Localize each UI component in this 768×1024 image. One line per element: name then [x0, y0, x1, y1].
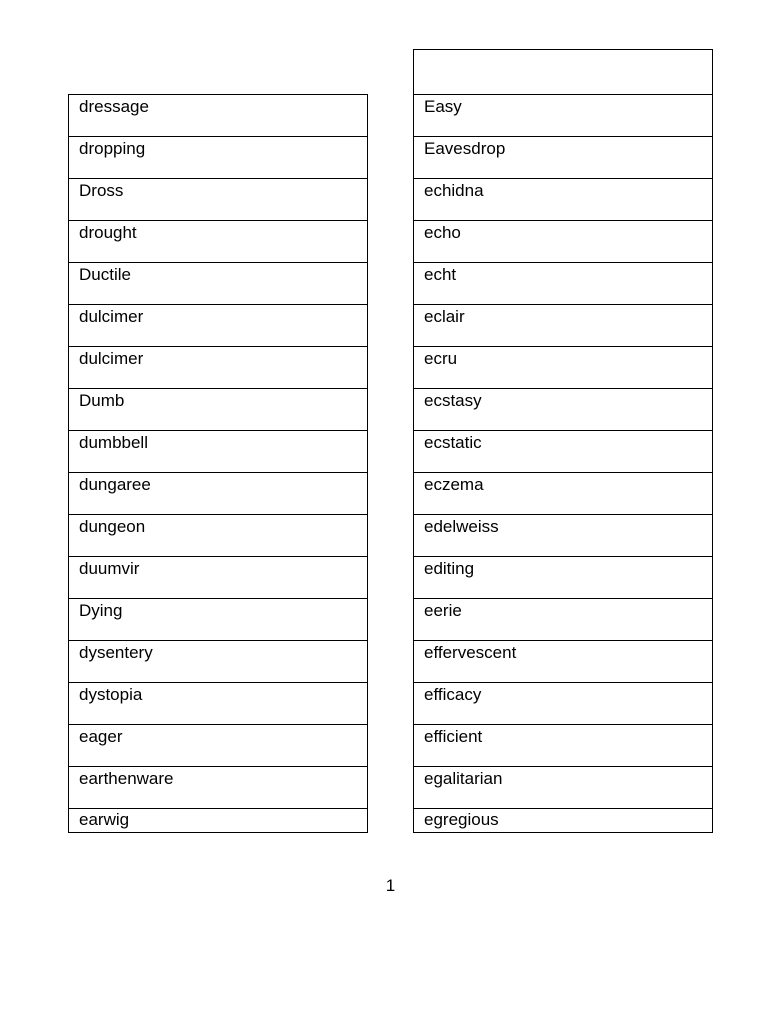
table-row [69, 221, 368, 263]
table-row [414, 641, 713, 683]
word-cell: Easy [414, 95, 713, 137]
word-cell: dressage [69, 95, 368, 137]
table-row [414, 809, 713, 833]
word-cell: editing [414, 557, 713, 599]
table-row [414, 557, 713, 599]
left-word-table [68, 94, 368, 833]
table-row [69, 641, 368, 683]
word-cell: ecstasy [414, 389, 713, 431]
word-cell: dulcimer [69, 305, 368, 347]
left-word-table-body [69, 95, 368, 833]
word-cell: egregious [414, 809, 713, 833]
word-cell: eczema [414, 473, 713, 515]
word-cell: dungaree [69, 473, 368, 515]
word-cell: duumvir [69, 557, 368, 599]
right-word-table [413, 49, 713, 833]
word-cell: echo [414, 221, 713, 263]
table-row [414, 683, 713, 725]
word-cell: eclair [414, 305, 713, 347]
word-cell: echidna [414, 179, 713, 221]
table-row [69, 431, 368, 473]
word-cell: dysentery [69, 641, 368, 683]
table-row [69, 473, 368, 515]
right-word-table-body [414, 50, 713, 833]
table-row [414, 473, 713, 515]
word-cell: ecstatic [414, 431, 713, 473]
table-row [414, 263, 713, 305]
word-cell: Dumb [69, 389, 368, 431]
table-row [69, 179, 368, 221]
table-row [69, 389, 368, 431]
word-cell: ecru [414, 347, 713, 389]
empty-header-cell [414, 50, 713, 95]
table-row [69, 305, 368, 347]
table-row [414, 767, 713, 809]
table-row [69, 263, 368, 305]
table-row [69, 137, 368, 179]
table-row [69, 347, 368, 389]
table-header-row [414, 50, 713, 95]
word-cell: dystopia [69, 683, 368, 725]
word-cell: effervescent [414, 641, 713, 683]
table-row [69, 809, 368, 833]
word-cell: drought [69, 221, 368, 263]
word-cell: dumbbell [69, 431, 368, 473]
table-row [69, 599, 368, 641]
table-row [414, 431, 713, 473]
word-cell: efficacy [414, 683, 713, 725]
table-row [414, 347, 713, 389]
word-cell: edelweiss [414, 515, 713, 557]
word-cell: dulcimer [69, 347, 368, 389]
page-number: 1 [385, 876, 396, 895]
table-row [414, 137, 713, 179]
word-cell: Ductile [69, 263, 368, 305]
word-cell: eerie [414, 599, 713, 641]
table-row [414, 305, 713, 347]
table-row [414, 179, 713, 221]
table-row [414, 725, 713, 767]
word-cell: earthenware [69, 767, 368, 809]
word-cell: Eavesdrop [414, 137, 713, 179]
table-row [414, 389, 713, 431]
table-row [69, 557, 368, 599]
table-row [69, 515, 368, 557]
word-cell: Dying [69, 599, 368, 641]
table-row [69, 725, 368, 767]
table-row [414, 515, 713, 557]
word-cell: earwig [69, 809, 368, 833]
word-cell: echt [414, 263, 713, 305]
word-cell: dropping [69, 137, 368, 179]
word-cell: egalitarian [414, 767, 713, 809]
table-row [414, 221, 713, 263]
table-row [414, 95, 713, 137]
word-cell: dungeon [69, 515, 368, 557]
word-cell: eager [69, 725, 368, 767]
word-cell: efficient [414, 725, 713, 767]
word-cell: Dross [69, 179, 368, 221]
table-row [69, 767, 368, 809]
table-row [69, 95, 368, 137]
table-row [69, 683, 368, 725]
table-row [414, 599, 713, 641]
